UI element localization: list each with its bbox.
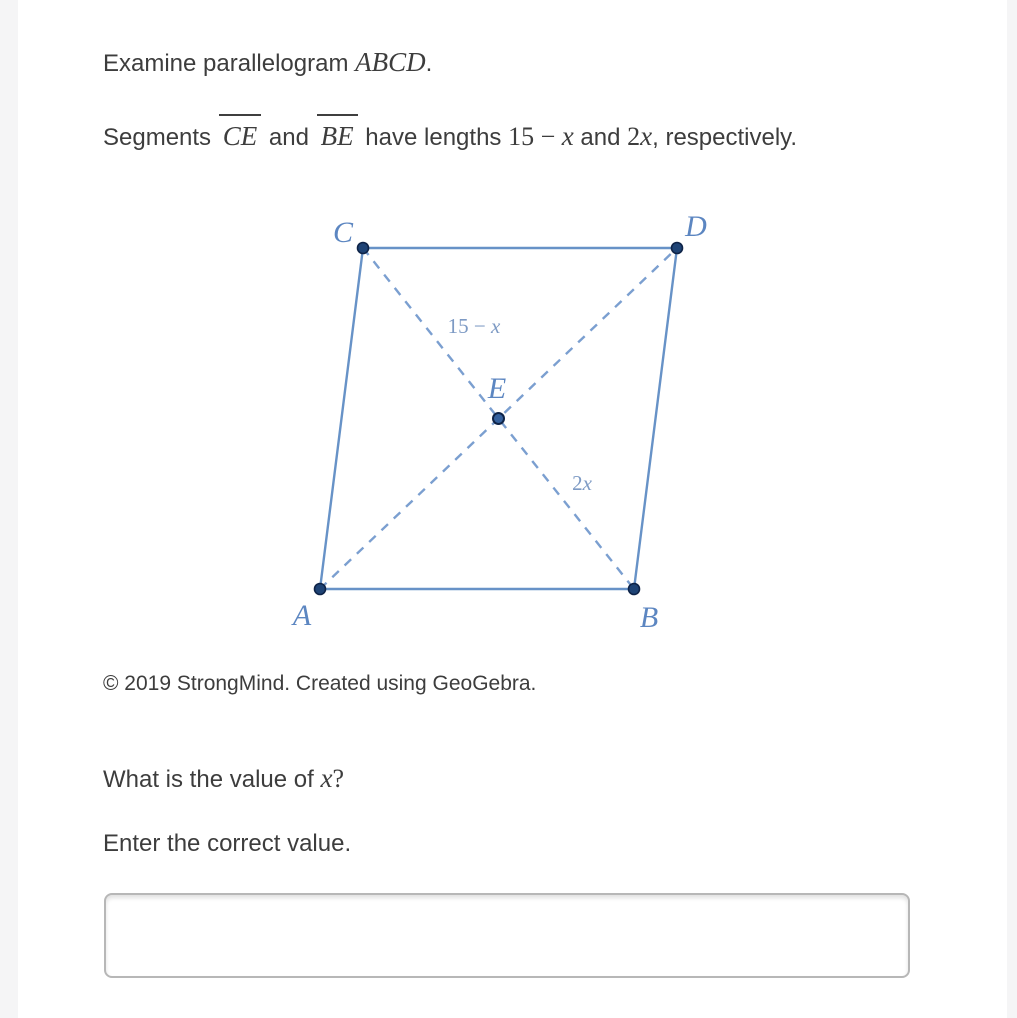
prompt-question-suffix: ? — [332, 764, 344, 793]
vertex-label-a: A — [292, 599, 312, 632]
question-line1-prefix: Examine parallelogram — [103, 50, 356, 77]
prompt-question-prefix: What is the value of — [103, 766, 321, 793]
vertex-point-d — [672, 243, 683, 254]
vertex-label-b: B — [639, 601, 659, 634]
question-line2-and1: and — [262, 124, 316, 151]
question-line-1 — [103, 47, 432, 79]
vertex-point-a — [315, 584, 326, 595]
vertex-label-c: C — [332, 216, 354, 249]
prompt-question — [103, 763, 344, 794]
segment-ce-overline: CE — [219, 114, 262, 150]
segment-label-ce-var: x — [491, 314, 501, 338]
vertex-label-e: E — [487, 372, 507, 405]
segment-label-ce — [448, 314, 501, 338]
parallelogram-figure — [280, 200, 730, 645]
answer-input[interactable] — [104, 893, 910, 978]
question-line1-suffix: . — [425, 50, 433, 77]
prompt-instruction: Enter the correct value. — [103, 830, 352, 857]
expr-2x-coef: 2 — [627, 122, 641, 151]
question-line-2 — [103, 114, 797, 155]
segment-label-be — [572, 471, 593, 495]
question-line1-math-abcd: ABCD — [355, 47, 426, 77]
intersection-point-e — [493, 413, 504, 424]
question-line2-mid: have lengths — [358, 124, 509, 151]
copyright-attribution: © 2019 StrongMind. Created using GeoGebra. — [103, 672, 537, 695]
vertex-point-b — [629, 584, 640, 595]
vertex-point-c — [358, 243, 369, 254]
page-gutter-left — [0, 0, 18, 1018]
prompt-question-var: x — [320, 763, 333, 793]
question-line2-and2: and — [573, 124, 628, 151]
question-line2-suffix: , respectively. — [652, 124, 798, 151]
expr-15-minus-coef: 15 − — [508, 122, 562, 151]
segment-be-overline: BE — [317, 114, 358, 150]
page-gutter-right — [1007, 0, 1017, 1018]
expr-2x-var: x — [640, 121, 653, 151]
question-line2-prefix: Segments — [103, 124, 218, 151]
segment-label-ce-coef: 15 − — [447, 314, 492, 338]
expr-15-minus-var: x — [561, 121, 574, 151]
segment-label-be-var: x — [582, 471, 592, 495]
vertex-label-d: D — [685, 210, 707, 243]
segment-label-be-coef: 2 — [572, 471, 583, 495]
